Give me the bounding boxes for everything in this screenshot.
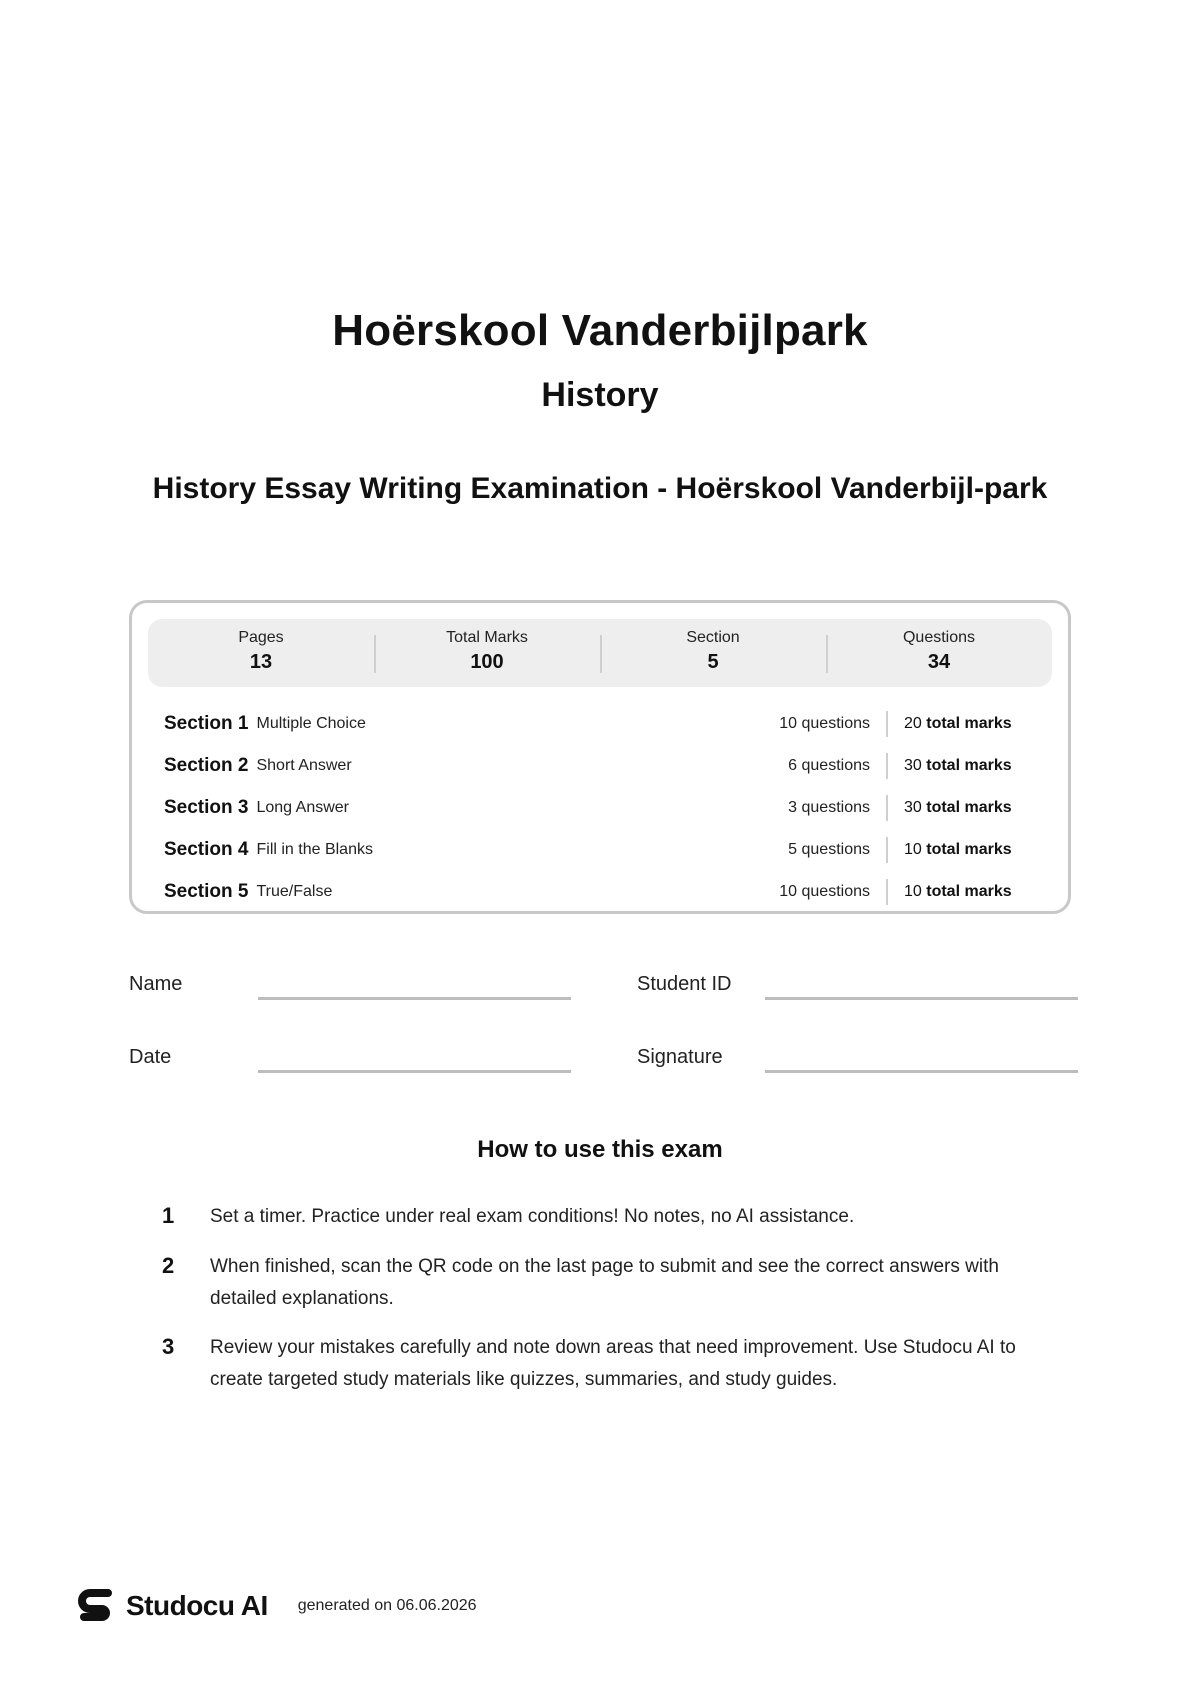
step-text: Review your mistakes carefully and note down areas that need improvement. Use Studocu AI to create targeted study materials like quizzes, summaries, and study guides. bbox=[210, 1337, 1016, 1390]
section-row bbox=[164, 829, 1044, 871]
signature-label: Signature bbox=[637, 1046, 723, 1068]
marks-number: 20 bbox=[904, 715, 922, 732]
howto-step bbox=[162, 1201, 1062, 1233]
stat-value: 13 bbox=[249, 651, 273, 673]
marks-text: total marks bbox=[926, 883, 1012, 900]
howto-title: How to use this exam bbox=[477, 1136, 723, 1163]
stat-label: Total Marks bbox=[446, 629, 528, 646]
marks-text: total marks bbox=[926, 841, 1012, 858]
generated-date: generated on 06.06.2026 bbox=[297, 1597, 477, 1614]
marks-number: 30 bbox=[904, 799, 922, 816]
section-type: True/False bbox=[256, 883, 333, 900]
stat-label: Section bbox=[686, 629, 740, 646]
marks-number: 30 bbox=[904, 757, 922, 774]
step-text: When finished, scan the QR code on the last page to submit and see the correct answers with detailed explanations. bbox=[210, 1256, 999, 1309]
stat-questions bbox=[826, 619, 1052, 687]
marks-text: total marks bbox=[926, 715, 1012, 732]
section-type: Long Answer bbox=[256, 799, 349, 816]
section-questions: 6 questions bbox=[788, 757, 870, 774]
step-number: 2 bbox=[162, 1253, 175, 1278]
stat-label: Pages bbox=[238, 629, 284, 646]
name-label: Name bbox=[129, 973, 183, 995]
section-questions: 10 questions bbox=[779, 883, 870, 900]
section-name: Section 4 bbox=[164, 839, 249, 860]
section-marks bbox=[888, 841, 1044, 859]
section-name: Section 2 bbox=[164, 755, 249, 776]
section-row bbox=[164, 745, 1044, 787]
step-number: 3 bbox=[162, 1334, 175, 1359]
howto-step bbox=[162, 1251, 1062, 1315]
date-label: Date bbox=[129, 1046, 172, 1068]
section-marks bbox=[888, 757, 1044, 775]
marks-number: 10 bbox=[904, 883, 922, 900]
step-number: 1 bbox=[162, 1203, 175, 1228]
section-type: Short Answer bbox=[256, 757, 352, 774]
section-questions: 5 questions bbox=[788, 841, 870, 858]
howto-step bbox=[162, 1332, 1062, 1396]
section-row bbox=[164, 787, 1044, 829]
exam-summary-card bbox=[129, 600, 1071, 914]
section-row bbox=[164, 871, 1044, 913]
stat-value: 100 bbox=[470, 651, 504, 673]
date-input-line[interactable] bbox=[258, 1070, 571, 1073]
signature-input-line[interactable] bbox=[765, 1070, 1078, 1073]
marks-number: 10 bbox=[904, 841, 922, 858]
footer bbox=[78, 1586, 477, 1626]
stats-bar bbox=[148, 619, 1052, 687]
stat-total-marks bbox=[374, 619, 600, 687]
section-marks bbox=[888, 799, 1044, 817]
section-questions: 3 questions bbox=[788, 799, 870, 816]
step-text: Set a timer. Practice under real exam conditions! No notes, no AI assistance. bbox=[210, 1206, 855, 1227]
student-id-input-line[interactable] bbox=[765, 997, 1078, 1000]
section-marks bbox=[888, 883, 1044, 901]
subject-title: History bbox=[541, 376, 659, 414]
stat-section bbox=[600, 619, 826, 687]
sections-list bbox=[164, 703, 1044, 913]
marks-text: total marks bbox=[926, 757, 1012, 774]
section-marks bbox=[888, 715, 1044, 733]
section-name: Section 1 bbox=[164, 713, 249, 734]
studocu-logo-icon bbox=[78, 1587, 114, 1625]
stat-value: 34 bbox=[927, 651, 951, 673]
stat-label: Questions bbox=[902, 629, 976, 646]
stat-value: 5 bbox=[707, 651, 719, 673]
student-id-label: Student ID bbox=[637, 973, 732, 995]
stat-pages bbox=[148, 619, 374, 687]
school-name: Hoërskool Vanderbijlpark bbox=[332, 306, 868, 355]
name-input-line[interactable] bbox=[258, 997, 571, 1000]
section-type: Multiple Choice bbox=[256, 715, 366, 732]
marks-text: total marks bbox=[926, 799, 1012, 816]
section-type: Fill in the Blanks bbox=[256, 841, 373, 858]
section-name: Section 5 bbox=[164, 881, 249, 902]
section-name: Section 3 bbox=[164, 797, 249, 818]
brand-name: Studocu AI bbox=[126, 1590, 268, 1621]
section-questions: 10 questions bbox=[779, 715, 870, 732]
exam-title: History Essay Writing Examination - Hoërskool Vanderbijl-park bbox=[152, 472, 1048, 505]
section-row bbox=[164, 703, 1044, 745]
